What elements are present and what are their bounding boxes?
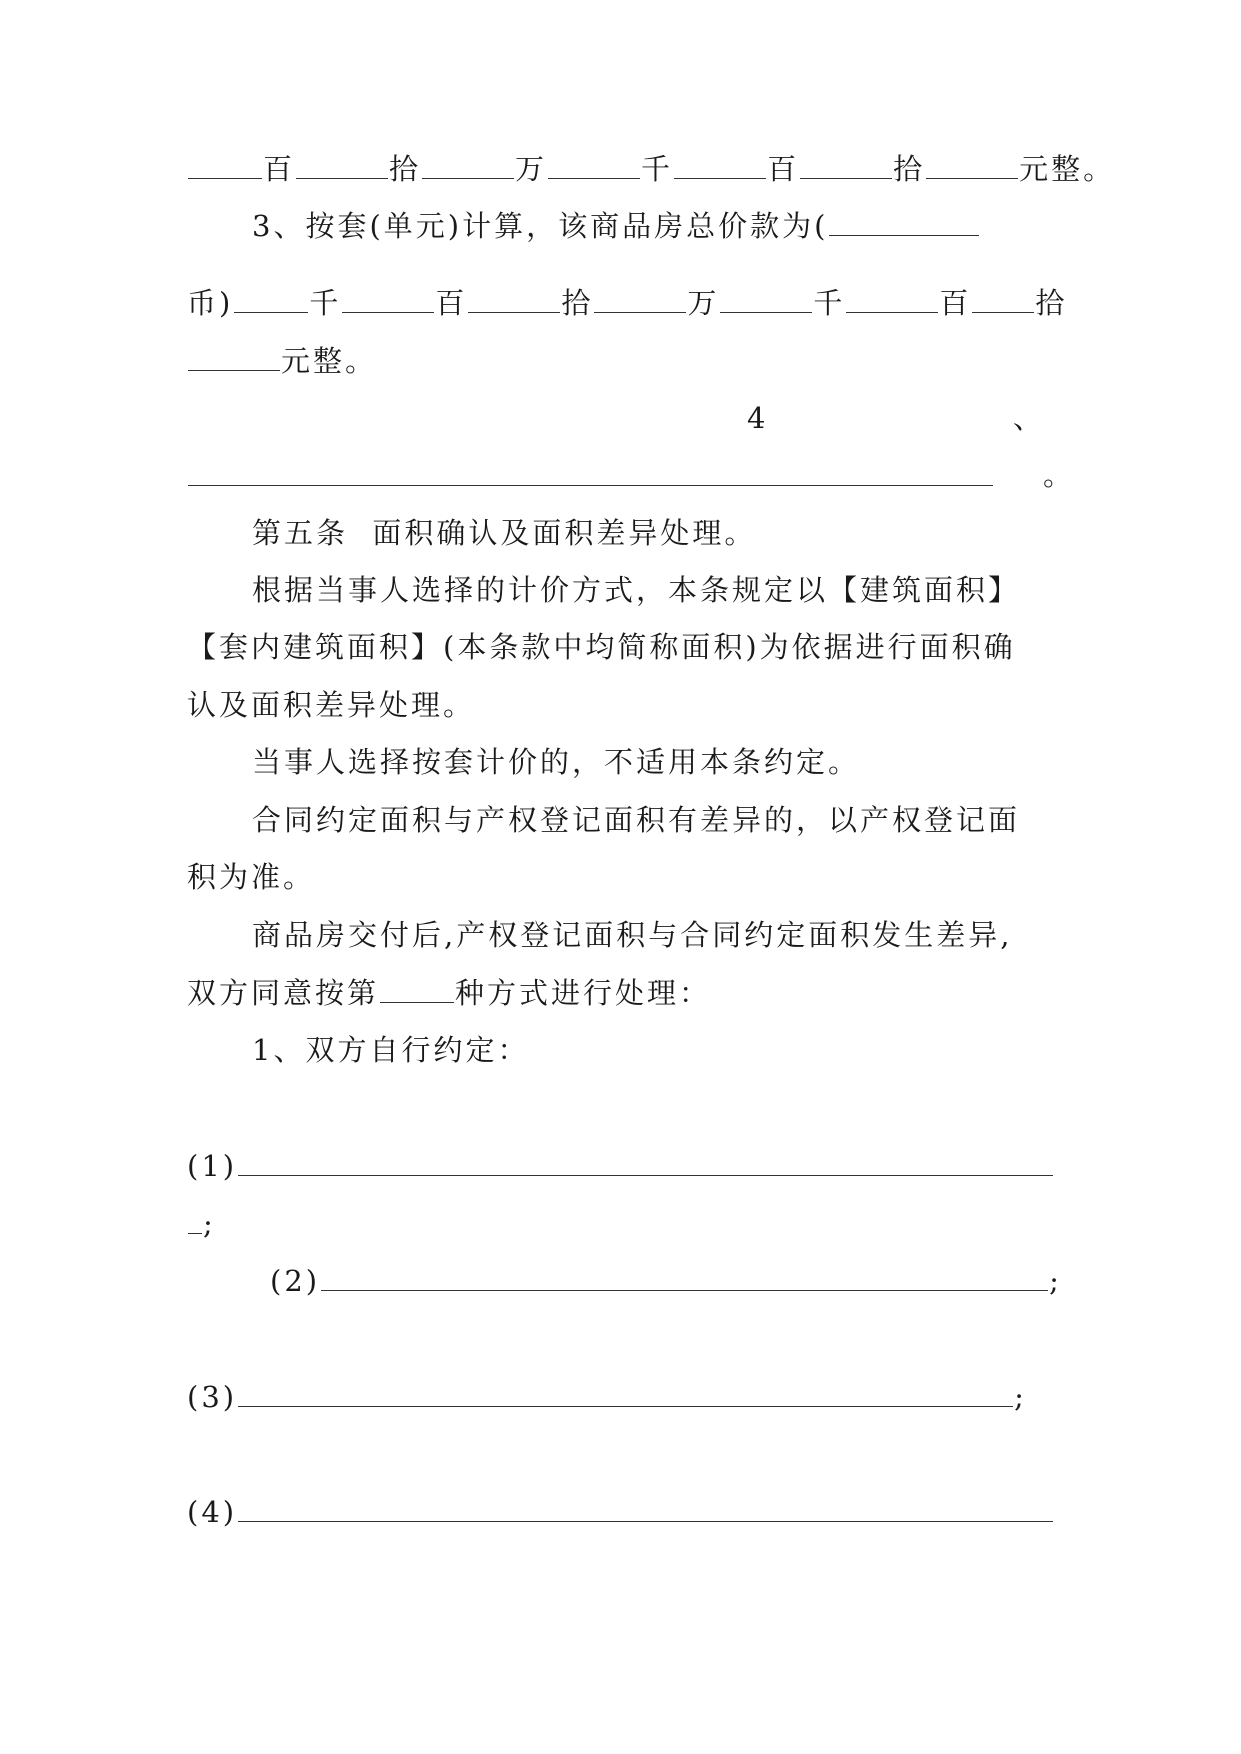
blank-field[interactable] — [720, 282, 812, 313]
item3-line3 — [187, 340, 377, 381]
clause-2-label: (2) — [270, 1264, 321, 1298]
item3-text: 3、按套(单元)计算，该商品房总价款为( — [252, 209, 829, 243]
blank-field[interactable] — [594, 282, 686, 313]
blank-field[interactable] — [800, 148, 892, 179]
article5-sub1: 1、双方自行约定： — [252, 1033, 530, 1067]
blank-field[interactable] — [674, 148, 766, 179]
blank-field[interactable] — [188, 340, 280, 371]
unit-label: 拾 — [561, 286, 594, 320]
para4-text-b: 种方式进行处理： — [455, 976, 712, 1010]
article5-para4-line2 — [187, 972, 711, 1013]
blank-field[interactable] — [422, 148, 514, 179]
unit-label: 百 — [435, 286, 468, 320]
clause-2-end: ; — [1049, 1264, 1062, 1298]
blank-field[interactable] — [972, 282, 1034, 313]
clause-3-label: (3) — [187, 1380, 238, 1414]
unit-label: 拾 — [1035, 286, 1068, 320]
blank-field[interactable] — [234, 282, 308, 313]
blank-field[interactable] — [468, 282, 560, 313]
blank-field[interactable] — [342, 282, 434, 313]
unit-label: 百 — [939, 286, 972, 320]
unit-label: 百 — [263, 152, 296, 186]
item4-separator-line — [1013, 398, 1045, 438]
unit-label: 万 — [515, 152, 548, 186]
clause-1-line — [187, 1145, 1054, 1186]
item4-end-line — [1043, 455, 1075, 495]
blank-field[interactable] — [846, 282, 938, 313]
clause-4-line — [187, 1491, 1054, 1532]
blank-field[interactable] — [926, 148, 1018, 179]
blank-field[interactable] — [548, 148, 640, 179]
blank-field[interactable] — [829, 205, 979, 236]
unit-label: 千 — [641, 152, 674, 186]
clause-1-continuation — [187, 1203, 216, 1244]
blank-field[interactable] — [238, 1145, 1053, 1176]
blank-field[interactable] — [321, 1260, 1048, 1291]
article5-para1-line3: 认及面积差异处理。 — [187, 688, 476, 722]
item4-number: 4 — [747, 401, 769, 435]
clause-4-label: (4) — [187, 1495, 238, 1529]
unit-label: 千 — [813, 286, 846, 320]
blank-field[interactable] — [188, 148, 262, 179]
clause-1-label: (1) — [187, 1149, 238, 1183]
article5-title: 第五条 面积确认及面积差异处理。 — [252, 516, 757, 550]
article5-para1-line1: 根据当事人选择的计价方式，本条规定以【建筑面积】 — [252, 573, 1021, 607]
item3-line1 — [252, 205, 980, 246]
item4-number-line — [747, 398, 768, 438]
article5-para4-line1: 商品房交付后,产权登记面积与合同约定面积发生差异, — [252, 918, 1013, 952]
clause-3-end: ; — [1014, 1380, 1027, 1414]
item4-blank-line — [187, 455, 994, 496]
para4-text-a: 双方同意按第 — [187, 976, 380, 1010]
item3-line2 — [187, 282, 1067, 323]
clause-3-line — [187, 1376, 1027, 1417]
blank-field[interactable] — [380, 972, 454, 1003]
amount-line-1 — [187, 148, 1115, 189]
article5-para3-line1: 合同约定面积与产权登记面积有差异的，以产权登记面 — [252, 803, 1021, 837]
unit-label: 万 — [687, 286, 720, 320]
clause-2-line — [270, 1260, 1062, 1301]
article5-para2: 当事人选择按套计价的，不适用本条约定。 — [252, 745, 861, 779]
item4-separator: 、 — [1013, 401, 1046, 435]
blank-field[interactable] — [296, 148, 388, 179]
clause-1-end: ; — [203, 1207, 216, 1241]
amount-tail: 元整。 — [1019, 152, 1116, 186]
unit-label: 百 — [767, 152, 800, 186]
article5-para1-line2: 【套内建筑面积】(本条款中均简称面积)为依据进行面积确 — [187, 630, 1016, 664]
currency-close: 币) — [187, 286, 234, 320]
unit-label: 千 — [309, 286, 342, 320]
unit-label: 拾 — [893, 152, 926, 186]
article5-para3-line2: 积为准。 — [187, 860, 316, 894]
amount-tail: 元整。 — [281, 344, 378, 378]
blank-field[interactable] — [238, 1491, 1053, 1522]
unit-label: 拾 — [389, 152, 422, 186]
blank-field[interactable] — [188, 1203, 202, 1234]
blank-field[interactable] — [188, 455, 993, 486]
item4-end: 。 — [1043, 458, 1076, 492]
blank-field[interactable] — [238, 1376, 1013, 1407]
